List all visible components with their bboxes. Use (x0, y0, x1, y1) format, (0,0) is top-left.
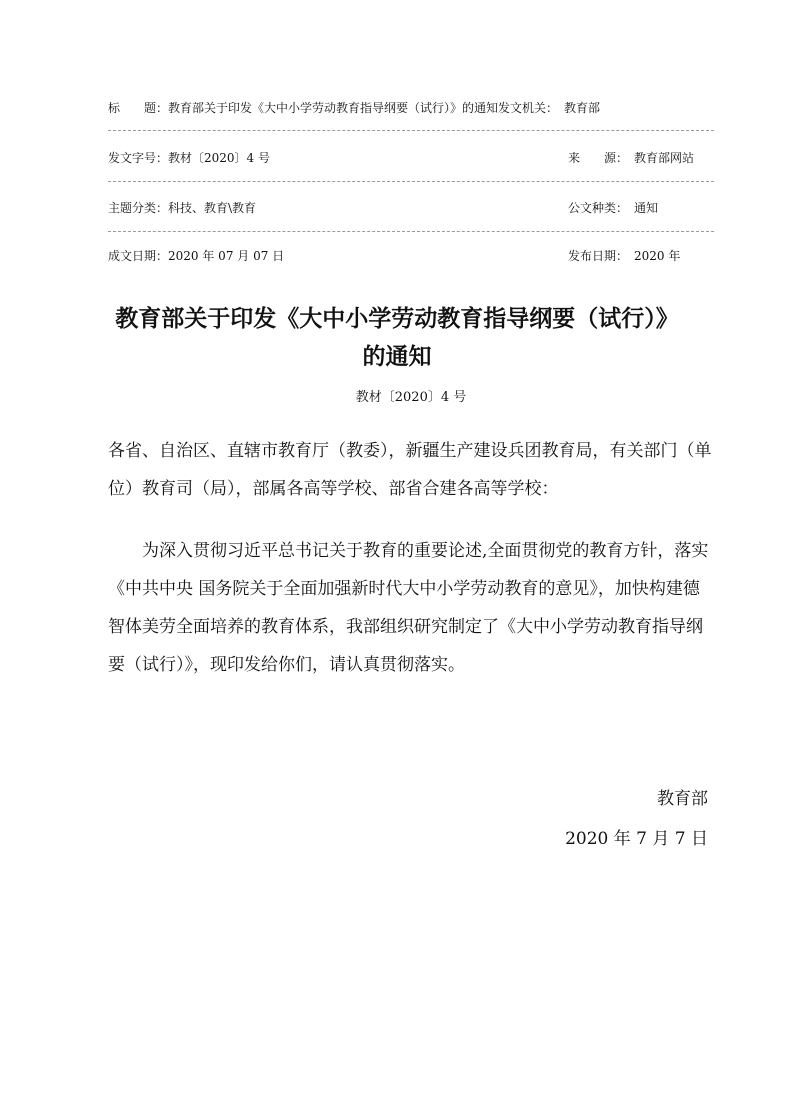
document-title-line2: 的通知 (362, 344, 432, 370)
meta-row-docno (108, 148, 714, 168)
signature: 教育部 (657, 789, 708, 809)
meta-divider (108, 130, 714, 131)
meta-created-label: 成文日期： (108, 249, 169, 263)
meta-divider (108, 231, 714, 232)
meta-published-value: 2020 年 (634, 249, 681, 263)
meta-type-label: 公文种类： (568, 201, 629, 215)
document-title-line1: 教育部关于印发《大中小学劳动教育指导纲要（试行）》 (115, 306, 679, 332)
meta-row-topic (108, 198, 714, 218)
meta-source-label: 来 源： (568, 151, 629, 165)
document-title (80, 300, 714, 376)
meta-created-value: 2020 年 07 月 07 日 (168, 249, 285, 263)
meta-docno-value: 教材〔2020〕4 号 (168, 151, 271, 165)
salutation-paragraph: 各省、自治区、直辖市教育厅（教委），新疆生产建设兵团教育局，有关部门（单位）教育司（局），部属各高等学校、部省合建各高等学校： (108, 441, 712, 499)
meta-row-title (108, 98, 714, 118)
meta-issuer-value: 教育部 (564, 101, 601, 115)
meta-source-value: 教育部网站 (634, 151, 695, 165)
signature-date: 2020 年 7 月 7 日 (565, 829, 708, 849)
meta-published (568, 246, 680, 266)
meta-source (568, 148, 694, 168)
document-number: 教材〔2020〕4 号 (355, 390, 467, 405)
meta-issuer-label: 发文机关： (498, 101, 559, 115)
meta-docno-label: 发文字号： (108, 151, 169, 165)
meta-published-label: 发布日期： (568, 249, 629, 263)
meta-divider (108, 181, 714, 182)
meta-type (568, 198, 658, 218)
meta-topic-label: 主题分类： (108, 201, 169, 215)
meta-type-value: 通知 (634, 201, 659, 215)
meta-topic-value: 科技、教育\教育 (168, 201, 257, 215)
meta-title-value: 教育部关于印发《大中小学劳动教育指导纲要（试行）》的通知 (168, 101, 499, 115)
body-paragraph: 为深入贯彻习近平总书记关于教育的重要论述,全面贯彻党的教育方针，落实《中共中央 国务院关于全面加强新时代大中小学劳动教育的意见》，加快构建德智体美劳全面培养的教育体系，我部组织研究制定了《大中小学劳动教育指导纲要（试行）》，现印发给你们，请认真贯彻落实。 (108, 541, 709, 675)
meta-row-dates (108, 246, 714, 266)
meta-title-label: 标 题： (108, 101, 169, 115)
